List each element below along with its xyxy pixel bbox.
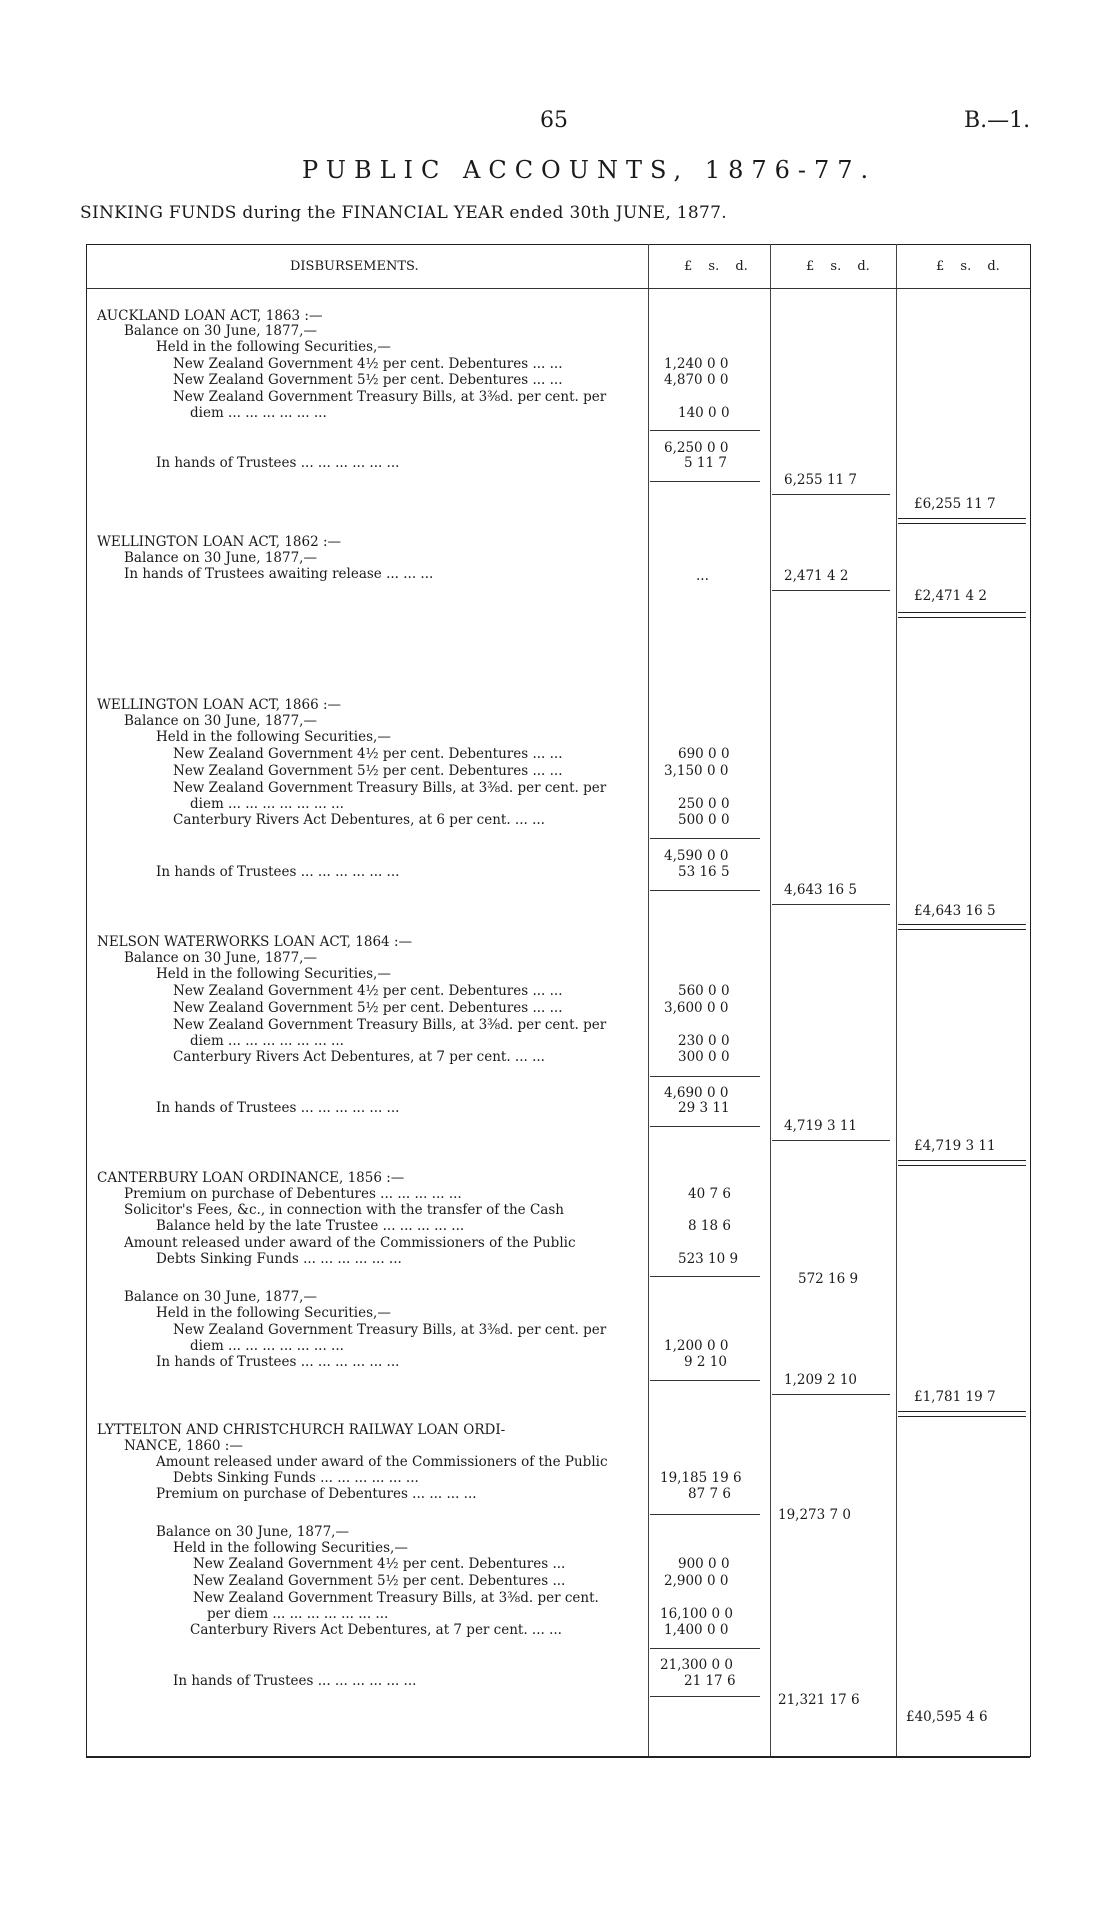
- page-number: 65: [540, 108, 568, 133]
- disbursements-header: DISBURSEMENTS.: [290, 259, 419, 274]
- column-divider: [896, 244, 897, 1756]
- section-total: 4,719 3 11: [784, 1118, 857, 1134]
- section-title: LYTTELTON AND CHRISTCHURCH RAILWAY LOAN ORDI-: [97, 1422, 506, 1438]
- amount: 500 0 0: [678, 812, 730, 828]
- security-line: diem ... ... ... ... ... ... ...: [190, 1338, 344, 1354]
- trustees-line: In hands of Trustees ... ... ... ... ... ...: [173, 1673, 417, 1689]
- amount: 4,870 0 0: [664, 372, 729, 388]
- amount: 560 0 0: [678, 983, 730, 999]
- rule: [650, 1514, 760, 1515]
- amount: 53 16 5: [678, 864, 730, 880]
- security-line: Canterbury Rivers Act Debentures, at 7 per cent. ... ...: [173, 1049, 545, 1065]
- security-line: Canterbury Rivers Act Debentures, at 7 per cent. ... ...: [190, 1622, 562, 1638]
- amount: 523 10 9: [678, 1251, 739, 1267]
- security-line: Canterbury Rivers Act Debentures, at 6 per cent. ... ...: [173, 812, 545, 828]
- table-right-border: [1030, 244, 1031, 1757]
- double-rule: [898, 1160, 1026, 1166]
- section-title: NELSON WATERWORKS LOAN ACT, 1864 :—: [97, 934, 412, 950]
- section-title: AUCKLAND LOAN ACT, 1863 :—: [97, 308, 323, 324]
- balance-line: Balance on 30 June, 1877,—: [124, 323, 317, 339]
- subtotal: 21,300 0 0: [660, 1657, 733, 1673]
- section-total: 1,209 2 10: [784, 1372, 857, 1388]
- rule: [650, 1380, 760, 1381]
- column-divider: [770, 244, 771, 1756]
- amount: 1,400 0 0: [664, 1622, 729, 1638]
- column-header-1: £ s. d.: [684, 259, 748, 274]
- security-line: New Zealand Government 4½ per cent. Debentures ...: [193, 1556, 566, 1572]
- held-line: Held in the following Securities,—: [156, 339, 391, 355]
- amount: 40 7 6: [688, 1186, 731, 1202]
- grand-total: £6,255 11 7: [914, 496, 996, 512]
- rule: [650, 1276, 760, 1277]
- balance-line: Balance on 30 June, 1877,—: [156, 1524, 349, 1540]
- rule: [772, 590, 890, 591]
- section-total: 572 16 9: [798, 1271, 859, 1287]
- amount: 300 0 0: [678, 1049, 730, 1065]
- held-line: Held in the following Securities,—: [156, 729, 391, 745]
- page-subtitle: SINKING FUNDS during the FINANCIAL YEAR ended 30th JUNE, 1877.: [80, 203, 727, 223]
- payment-line: Debts Sinking Funds ... ... ... ... ... ...: [156, 1251, 402, 1267]
- grand-total: £1,781 19 7: [914, 1389, 996, 1405]
- payment-line: Amount released under award of the Commissioners of the Public: [124, 1235, 576, 1251]
- table-left-border: [86, 244, 87, 1757]
- security-line: New Zealand Government Treasury Bills, at 3⅜d. per cent. per: [173, 1017, 607, 1033]
- security-line: New Zealand Government 4½ per cent. Debentures ... ...: [173, 746, 563, 762]
- payment-line: Balance held by the late Trustee ... ... ... ... ...: [156, 1218, 465, 1234]
- amount: 29 3 11: [678, 1100, 730, 1116]
- security-line: New Zealand Government Treasury Bills, at 3⅜d. per cent. per: [173, 389, 607, 405]
- payment-line: Premium on purchase of Debentures ... ... ... ... ...: [124, 1186, 462, 1202]
- section-total: 6,255 11 7: [784, 472, 857, 488]
- document-reference: B.—1.: [964, 108, 1031, 133]
- security-line: New Zealand Government Treasury Bills, at 3⅜d. per cent.: [193, 1590, 599, 1606]
- amount: ...: [696, 568, 709, 584]
- rule: [650, 838, 760, 839]
- subtotal: 4,690 0 0: [664, 1085, 729, 1101]
- amount: 1,240 0 0: [664, 356, 729, 372]
- security-line: diem ... ... ... ... ... ...: [190, 405, 327, 421]
- rule: [772, 1394, 890, 1395]
- rule: [772, 494, 890, 495]
- trustees-line: In hands of Trustees ... ... ... ... ... ...: [156, 455, 400, 471]
- grand-total: £40,595 4 6: [906, 1709, 988, 1725]
- section-total: 21,321 17 6: [778, 1692, 860, 1708]
- rule: [772, 904, 890, 905]
- rule: [772, 1140, 890, 1141]
- grand-total: £2,471 4 2: [914, 588, 987, 604]
- rule: [650, 890, 760, 891]
- subtotal: 4,590 0 0: [664, 848, 729, 864]
- payment-line: Debts Sinking Funds ... ... ... ... ... ...: [173, 1470, 419, 1486]
- rule: [650, 1076, 760, 1077]
- rule: [650, 481, 760, 482]
- amount: 690 0 0: [678, 746, 730, 762]
- balance-line: Balance on 30 June, 1877,—: [124, 1289, 317, 1305]
- held-line: Held in the following Securities,—: [156, 1305, 391, 1321]
- amount: 3,600 0 0: [664, 1000, 729, 1016]
- section-title: WELLINGTON LOAN ACT, 1862 :—: [97, 534, 342, 550]
- security-line: New Zealand Government 5½ per cent. Debentures ... ...: [173, 1000, 563, 1016]
- trustees-line: In hands of Trustees ... ... ... ... ... ...: [156, 1100, 400, 1116]
- column-divider: [648, 244, 649, 1756]
- table-top-border: [86, 244, 1030, 245]
- amount: 2,900 0 0: [664, 1573, 729, 1589]
- section-total: 2,471 4 2: [784, 568, 849, 584]
- double-rule: [898, 1411, 1026, 1417]
- amount: 140 0 0: [678, 405, 730, 421]
- trustees-line: In hands of Trustees awaiting release ... ... ...: [124, 566, 434, 582]
- security-line: New Zealand Government Treasury Bills, at 3⅜d. per cent. per: [173, 780, 607, 796]
- page-title: PUBLIC ACCOUNTS, 1876-77.: [302, 156, 877, 184]
- rule: [650, 430, 760, 431]
- header-divider: [86, 288, 1030, 289]
- double-rule: [898, 924, 1026, 930]
- table-bottom-border: [86, 1756, 1030, 1758]
- amount: 87 7 6: [688, 1486, 731, 1502]
- amount: 8 18 6: [688, 1218, 731, 1234]
- rule: [650, 1126, 760, 1127]
- security-line: New Zealand Government 5½ per cent. Debentures ... ...: [173, 372, 563, 388]
- trustees-line: In hands of Trustees ... ... ... ... ... ...: [156, 864, 400, 880]
- double-rule: [898, 518, 1026, 524]
- security-line: New Zealand Government 5½ per cent. Debentures ... ...: [173, 763, 563, 779]
- rule: [650, 1648, 760, 1649]
- security-line: per diem ... ... ... ... ... ... ...: [207, 1606, 389, 1622]
- section-total: 19,273 7 0: [778, 1507, 851, 1523]
- column-header-3: £ s. d.: [936, 259, 1000, 274]
- grand-total: £4,719 3 11: [914, 1138, 996, 1154]
- balance-line: Balance on 30 June, 1877,—: [124, 550, 317, 566]
- amount: 5 11 7: [684, 455, 727, 471]
- security-line: diem ... ... ... ... ... ... ...: [190, 796, 344, 812]
- trustees-line: In hands of Trustees ... ... ... ... ... ...: [156, 1354, 400, 1370]
- amount: 19,185 19 6: [660, 1470, 742, 1486]
- amount: 230 0 0: [678, 1033, 730, 1049]
- amount: 250 0 0: [678, 796, 730, 812]
- grand-total: £4,643 16 5: [914, 903, 996, 919]
- double-rule: [898, 612, 1026, 618]
- column-header-2: £ s. d.: [806, 259, 870, 274]
- subtotal: 6,250 0 0: [664, 440, 729, 456]
- payment-line: Solicitor's Fees, &c., in connection with the transfer of the Cash: [124, 1202, 564, 1218]
- payment-line: Amount released under award of the Commissioners of the Public: [156, 1454, 608, 1470]
- held-line: Held in the following Securities,—: [173, 1540, 408, 1556]
- amount: 3,150 0 0: [664, 763, 729, 779]
- rule: [650, 1696, 760, 1697]
- security-line: New Zealand Government 4½ per cent. Debentures ... ...: [173, 356, 563, 372]
- balance-line: Balance on 30 June, 1877,—: [124, 950, 317, 966]
- payment-line: Premium on purchase of Debentures ... ... ... ...: [156, 1486, 477, 1502]
- security-line: diem ... ... ... ... ... ... ...: [190, 1033, 344, 1049]
- section-total: 4,643 16 5: [784, 882, 857, 898]
- security-line: New Zealand Government 4½ per cent. Debentures ... ...: [173, 983, 563, 999]
- section-title: CANTERBURY LOAN ORDINANCE, 1856 :—: [97, 1170, 405, 1186]
- amount: 21 17 6: [684, 1673, 736, 1689]
- amount: 16,100 0 0: [660, 1606, 733, 1622]
- amount: 900 0 0: [678, 1556, 730, 1572]
- section-title: NANCE, 1860 :—: [124, 1438, 243, 1454]
- security-line: New Zealand Government 5½ per cent. Debentures ...: [193, 1573, 566, 1589]
- held-line: Held in the following Securities,—: [156, 966, 391, 982]
- section-title: WELLINGTON LOAN ACT, 1866 :—: [97, 697, 342, 713]
- balance-line: Balance on 30 June, 1877,—: [124, 713, 317, 729]
- amount: 9 2 10: [684, 1354, 727, 1370]
- amount: 1,200 0 0: [664, 1338, 729, 1354]
- security-line: New Zealand Government Treasury Bills, at 3⅜d. per cent. per: [173, 1322, 607, 1338]
